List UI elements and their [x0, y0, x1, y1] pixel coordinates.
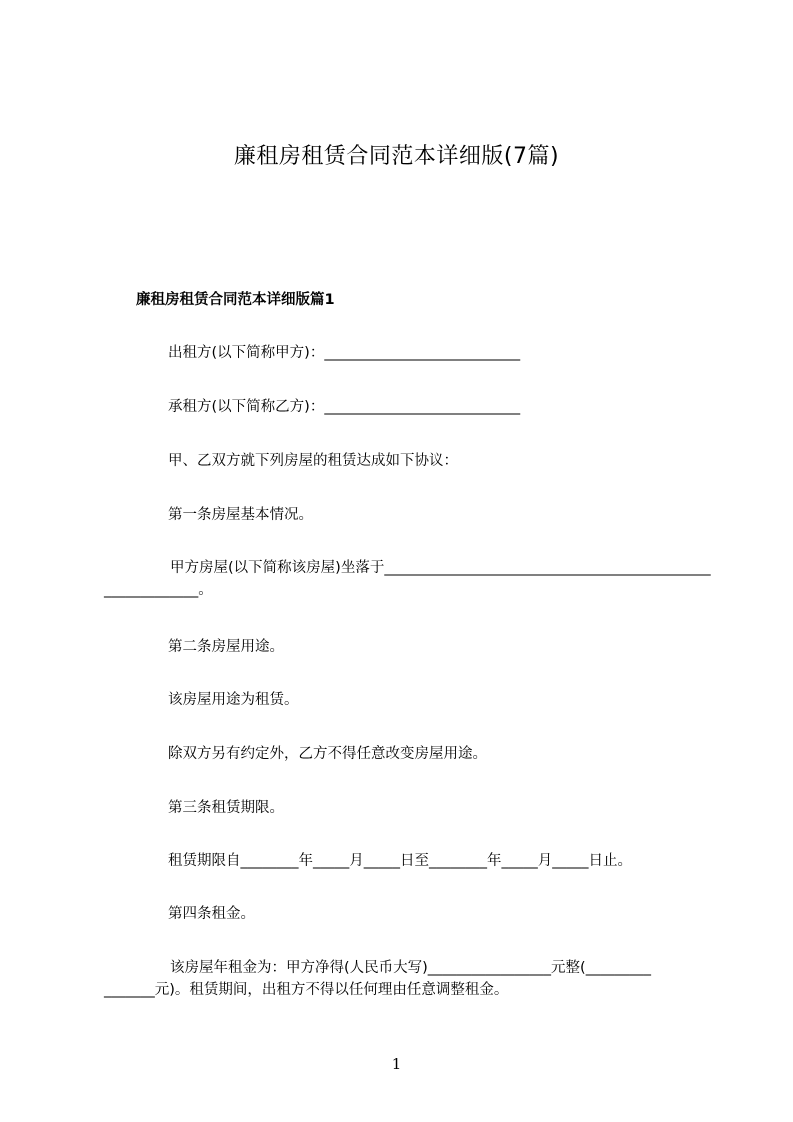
- paragraph-article-4: 第四条租金。: [168, 906, 255, 922]
- paragraph-usage-restriction: 除双方另有约定外，乙方不得任意改变房屋用途。: [168, 746, 487, 762]
- paragraph-line: _____________。: [104, 582, 213, 598]
- paragraph-article-2: 第二条房屋用途。: [168, 639, 284, 655]
- paragraph-rent: [104, 957, 704, 1001]
- paragraph-line: 该房屋年租金为：甲方净得(人民币大写)_________________元整(_________: [170, 960, 651, 976]
- paragraph-article-3: 第三条租赁期限。: [168, 800, 284, 816]
- paragraph-agreement: 甲、乙双方就下列房屋的租赁达成如下协议：: [168, 453, 458, 469]
- paragraph-line: _______元)。租赁期间，出租方不得以任何理由任意调整租金。: [104, 982, 509, 998]
- paragraph-line: 甲方房屋(以下简称该房屋)坐落于_____________________________________________: [170, 560, 711, 576]
- page-number: 1: [391, 1055, 402, 1073]
- paragraph-usage: 该房屋用途为租赁。: [168, 692, 299, 708]
- paragraph-house-location: [104, 557, 711, 601]
- paragraph-lessor: 出租方(以下简称甲方)：___________________________: [168, 345, 521, 361]
- section-heading: 廉租房租赁合同范本详细版篇1: [136, 292, 335, 308]
- paragraph-lease-term: 租赁期限自________年_____月_____日至________年_____月_____日止。: [168, 853, 632, 869]
- document-title: 廉租房租赁合同范本详细版(7篇): [233, 144, 560, 169]
- paragraph-article-1: 第一条房屋基本情况。: [168, 507, 313, 523]
- paragraph-lessee: 承租方(以下简称乙方)：___________________________: [168, 399, 521, 415]
